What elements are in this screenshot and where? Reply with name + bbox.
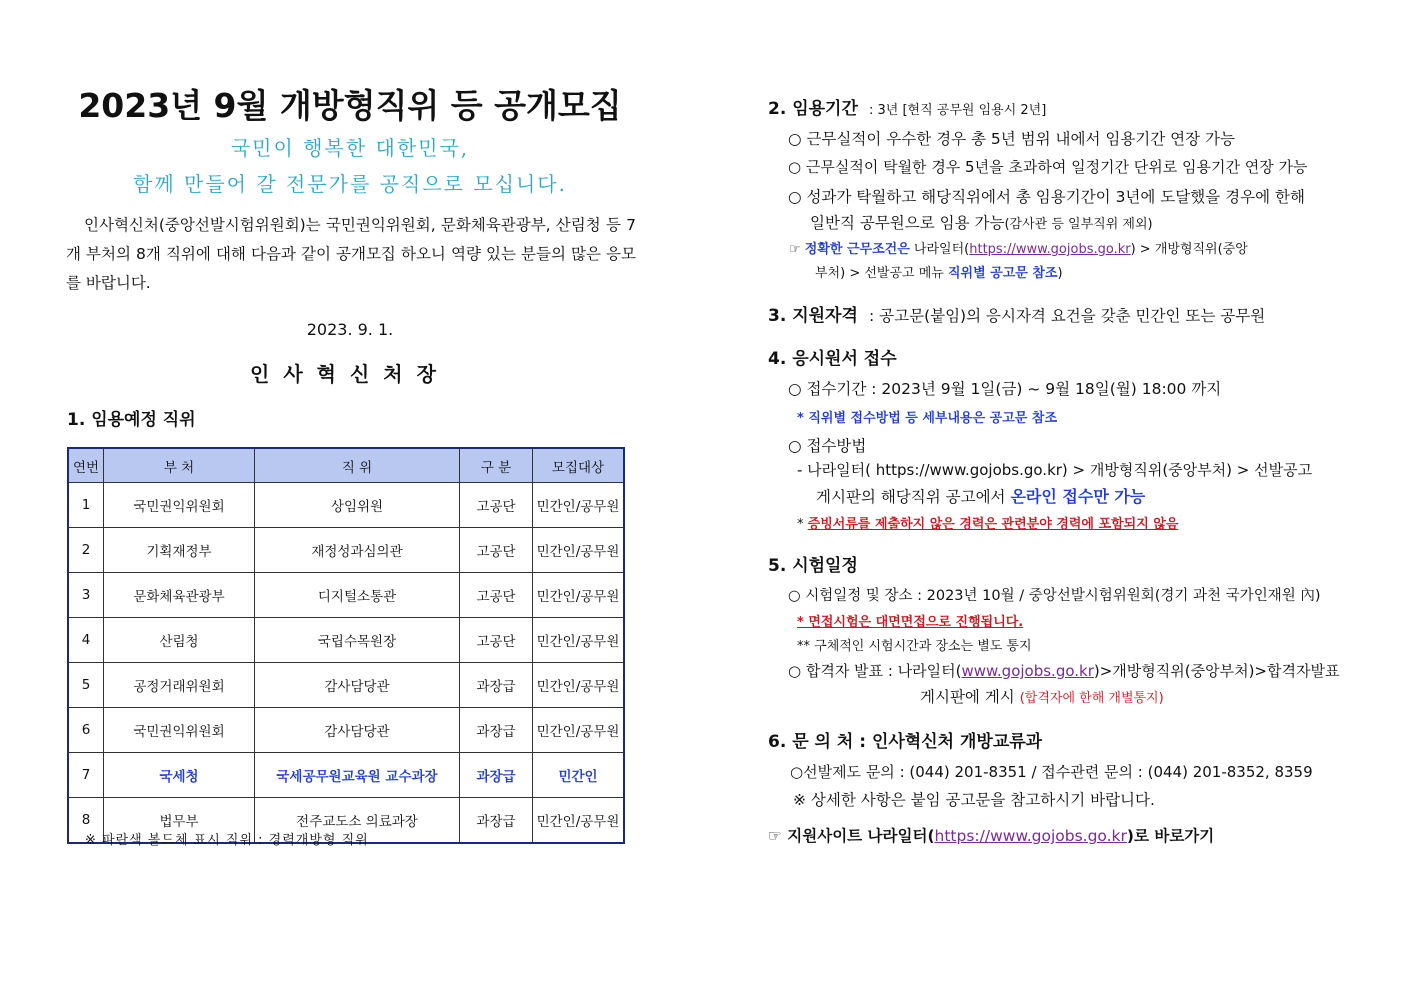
- s4-bullet-2: ○ 접수방법: [788, 437, 867, 455]
- intro-paragraph: 인사혁신처(중앙선발시험위원회)는 국민권익위원회, 문화체육관광부, 산림청 등 7개 부처의 8개 직위에 대해 다음과 같이 공개모집 하오니 역량 있는 분들의 많은 응모를 바랍니다.: [66, 216, 636, 292]
- s2-note-emphasis: 정확한 근무조건은: [804, 242, 910, 257]
- cell-no: 7: [68, 753, 104, 798]
- cell-category: 고공단: [460, 528, 533, 573]
- table-row: [68, 663, 624, 708]
- issuer-name: 인사혁신처장: [250, 362, 450, 386]
- section-1-title: 1. 임용예정 직위: [67, 410, 196, 430]
- section-5-title: 5. 시험일정: [768, 556, 858, 576]
- cell-category: 고공단: [460, 483, 533, 528]
- positions-table: [67, 447, 625, 844]
- cell-position: 상임위원: [255, 483, 460, 528]
- table-row-highlighted: [68, 753, 624, 798]
- s2-bullet-2: ○ 근무실적이 탁월한 경우 5년을 초과하여 일정기간 단위로 임용기간 연장 가능: [788, 158, 1308, 176]
- page-title: 2023년 9월 개방형직위 등 공개모집: [78, 86, 622, 125]
- table-row: [68, 618, 624, 663]
- header-position: 직 위: [255, 448, 460, 483]
- s5-bullet-3-text: 게시판에 게시: [920, 688, 1020, 706]
- cell-target: 민간인/공무원: [533, 798, 625, 844]
- s4-detail-1: - 나라일터( https://www.gojobs.go.kr) > 개방형직위(중앙부처) > 선발공고: [797, 461, 1313, 479]
- s2-note-text-3: 부처) > 선발공고 메뉴: [815, 266, 948, 281]
- cell-ministry: 국민권익위원회: [104, 483, 255, 528]
- header-category: 구 분: [460, 448, 533, 483]
- s2-bullet-3b: [810, 211, 1153, 233]
- s2-bullet-3b-text: 일반직 공무원으로 임용 가능: [810, 214, 1005, 232]
- cell-no: 4: [68, 618, 104, 663]
- s4-bullet-1: ○ 접수기간 : 2023년 9월 1일(금) ~ 9월 18일(월) 18:00 까지: [788, 380, 1222, 398]
- cell-ministry: 공정거래위원회: [104, 663, 255, 708]
- table-row: [68, 708, 624, 753]
- section-6-title: 6. 문 의 처 : 인사혁신처 개방교류과: [768, 732, 1043, 752]
- gojobs-link-2[interactable]: www.gojobs.go.kr: [961, 662, 1094, 680]
- slogan-line-1: 국민이 행복한 대한민국,: [230, 136, 470, 160]
- cell-no: 6: [68, 708, 104, 753]
- table-row: [68, 528, 624, 573]
- section-2: [768, 94, 1046, 119]
- section-3: [768, 301, 1265, 326]
- cell-ministry: 기획재정부: [104, 528, 255, 573]
- cell-ministry: 국세청: [104, 753, 255, 798]
- cell-category: 고공단: [460, 618, 533, 663]
- s2-note-emphasis-2: 직위별 공고문 참조: [947, 266, 1058, 281]
- cell-category: 과장급: [460, 663, 533, 708]
- header-target: 모집대상: [533, 448, 625, 483]
- section-3-title: 3. 지원자격: [768, 306, 858, 326]
- cell-no: 1: [68, 483, 104, 528]
- cell-position: 국립수목원장: [255, 618, 460, 663]
- cell-position: 국세공무원교육원 교수과장: [255, 753, 460, 798]
- section-3-value: : 공고문(붙임)의 응시자격 요건을 갖춘 민간인 또는 공무원: [869, 307, 1266, 325]
- cell-position: 디지털소통관: [255, 573, 460, 618]
- s5-bullet-2-text-2: )>개방형직위(중앙부처)>합격자발표: [1093, 662, 1340, 680]
- section-2-title: 2. 임용기간: [768, 99, 858, 119]
- s5-note-1: * 면접시험은 대면면접으로 진행됩니다.: [797, 615, 1024, 630]
- s4-detail-2-text: 게시판의 해당직위 공고에서: [816, 488, 1011, 506]
- cell-position: 전주교도소 의료과장: [255, 798, 460, 844]
- s4-detail-2: [816, 484, 1145, 507]
- s5-bullet-1: ○ 시험일정 및 장소 : 2023년 10월 / 중앙선발시험위원회(경기 과천 국가인재원 內): [788, 588, 1321, 604]
- s4-note-1: * 직위별 접수방법 등 세부내용은 공고문 참조: [797, 411, 1057, 426]
- cell-target: 민간인: [533, 753, 625, 798]
- table-row: [68, 483, 624, 528]
- cell-position: 감사담당관: [255, 663, 460, 708]
- cell-category: 과장급: [460, 753, 533, 798]
- cell-position: 재정성과심의관: [255, 528, 460, 573]
- s4-note-2-star: *: [797, 517, 808, 532]
- gojobs-link-1[interactable]: https://www.gojobs.go.kr: [969, 242, 1131, 257]
- s2-note-line-2: [815, 262, 1063, 281]
- site-link-suffix: )로 바로가기: [1126, 827, 1215, 845]
- header-ministry: 부 처: [104, 448, 255, 483]
- header-no: 연번: [68, 448, 104, 483]
- s5-bullet-3-note: (합격자에 한해 개별통지): [1019, 691, 1164, 706]
- s5-bullet-2: [788, 660, 1339, 681]
- s2-note-line-1: [789, 238, 1248, 257]
- table-header-row: [68, 448, 624, 483]
- s5-note-2: ** 구체적인 시험시간과 장소는 별도 통지: [797, 639, 1032, 654]
- s6-bullet-2: ※ 상세한 사항은 붙임 공고문을 참고하시기 바랍니다.: [793, 791, 1155, 809]
- cell-target: 민간인/공무원: [533, 618, 625, 663]
- site-link-prefix: ☞ 지원사이트 나라일터(: [768, 827, 935, 845]
- s4-note-2-text: 증빙서류를 제출하지 않은 경력은 관련분야 경력에 포함되지 않음: [807, 517, 1179, 532]
- cell-no: 5: [68, 663, 104, 708]
- cell-ministry: 산림청: [104, 618, 255, 663]
- cell-target: 민간인/공무원: [533, 528, 625, 573]
- s6-bullet-1: ○선발제도 문의 : (044) 201-8351 / 접수관련 문의 : (044) 201-8352, 8359: [790, 763, 1313, 781]
- cell-category: 과장급: [460, 708, 533, 753]
- s2-bullet-3b-note: (감사관 등 일부직위 제외): [1004, 217, 1153, 232]
- cell-position: 감사담당관: [255, 708, 460, 753]
- slogan-line-2: 함께 만들어 갈 전문가를 공직으로 모십니다.: [133, 172, 567, 196]
- cell-no: 2: [68, 528, 104, 573]
- s2-note-text-4: ): [1057, 266, 1063, 281]
- cell-target: 민간인/공무원: [533, 573, 625, 618]
- pointing-hand-icon: ☞: [789, 242, 805, 257]
- s2-note-text-2: ) > 개방형직위(중앙: [1130, 242, 1248, 257]
- s4-online-only: 온라인 접수만 가능: [1010, 487, 1146, 506]
- cell-no: 8: [68, 798, 104, 844]
- table-row: [68, 573, 624, 618]
- table-note: ※ 파란색 볼드체 표시 직위 : 경력개방형 직위: [85, 833, 369, 848]
- section-4-title: 4. 응시원서 접수: [768, 349, 897, 369]
- cell-target: 민간인/공무원: [533, 663, 625, 708]
- cell-category: 고공단: [460, 573, 533, 618]
- cell-target: 민간인/공무원: [533, 708, 625, 753]
- announcement-date: 2023. 9. 1.: [306, 320, 394, 339]
- cell-category: 과장급: [460, 798, 533, 844]
- gojobs-link-3[interactable]: https://www.gojobs.go.kr: [934, 827, 1127, 845]
- cell-ministry: 문화체육관광부: [104, 573, 255, 618]
- s5-bullet-2-text: ○ 합격자 발표 : 나라일터(: [788, 662, 962, 680]
- section-2-value: : 3년 [현직 공무원 임용시 2년]: [869, 103, 1047, 118]
- site-link-line: [768, 824, 1214, 846]
- s2-bullet-1: ○ 근무실적이 우수한 경우 총 5년 범위 내에서 임용기간 연장 가능: [788, 130, 1235, 148]
- cell-target: 민간인/공무원: [533, 483, 625, 528]
- s2-bullet-3a: ○ 성과가 탁월하고 해당직위에서 총 임용기간이 3년에 도달했을 경우에 한해: [788, 188, 1305, 206]
- s2-note-text: 나라일터(: [909, 242, 970, 257]
- s5-bullet-3: [920, 685, 1164, 707]
- cell-no: 3: [68, 573, 104, 618]
- cell-ministry: 법무부: [104, 798, 255, 844]
- cell-ministry: 국민권익위원회: [104, 708, 255, 753]
- s4-note-2: [797, 513, 1178, 532]
